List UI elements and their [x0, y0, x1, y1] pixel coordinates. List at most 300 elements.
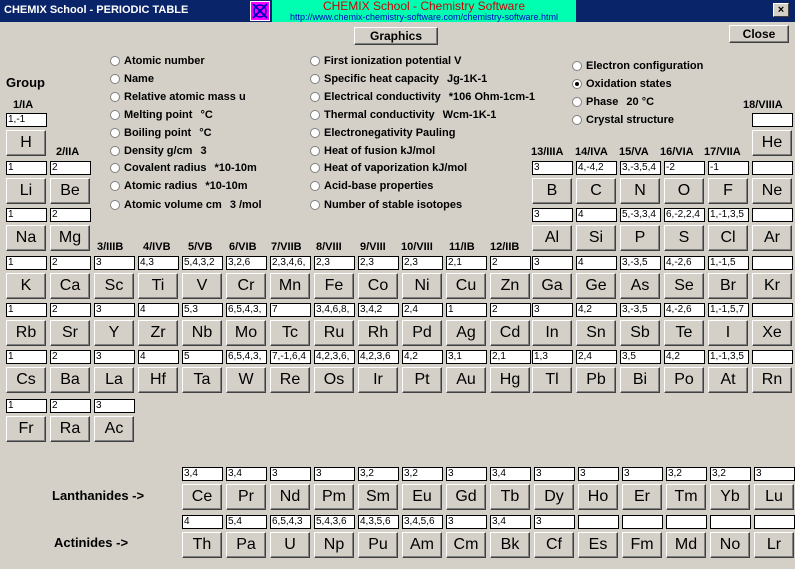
- element-value-n: 3,-3,5,4: [620, 161, 661, 175]
- chemix-logo-icon: [250, 1, 270, 21]
- element-button-fm[interactable]: Fm: [622, 532, 662, 558]
- option-unit: °C: [199, 127, 212, 139]
- radio-button[interactable]: [310, 181, 320, 191]
- element-value-cr: 3,2,6: [226, 256, 267, 270]
- element-button-fe[interactable]: Fe: [314, 273, 354, 299]
- element-button-la[interactable]: La: [94, 367, 134, 393]
- element-value-sn: 4,2: [576, 303, 617, 317]
- element-value-sb: 3,-3,5: [620, 303, 661, 317]
- element-value-ti: 4,3: [138, 256, 179, 270]
- option-label: Crystal structure: [586, 114, 675, 126]
- radio-button[interactable]: [310, 56, 320, 66]
- option-label: Number of stable isotopes: [324, 199, 463, 211]
- window-close-button[interactable]: ×: [773, 3, 789, 17]
- element-button-ac[interactable]: Ac: [94, 416, 134, 442]
- element-value-ta: 5: [182, 350, 223, 364]
- website-banner[interactable]: [272, 0, 576, 22]
- element-value-mo: 6,5,4,3,: [226, 303, 267, 317]
- element-button-lr[interactable]: Lr: [754, 532, 794, 558]
- option-melting-point[interactable]: [110, 109, 213, 121]
- radio-button[interactable]: [110, 146, 120, 156]
- element-button-ag[interactable]: Ag: [446, 320, 486, 346]
- element-value-p: 5,-3,3,4: [620, 208, 661, 222]
- element-button-rh[interactable]: Rh: [358, 320, 398, 346]
- lanthanide-value-tb: 3,4: [490, 467, 531, 481]
- element-value-co: 2,3: [358, 256, 399, 270]
- element-value-xe: [752, 303, 793, 317]
- option-label: Covalent radius: [124, 162, 207, 174]
- group-header-15-va: 15/VA: [619, 146, 649, 158]
- option-label: Atomic radius: [124, 180, 198, 192]
- banner-url[interactable]: http://www.chemix-chemistry-software.com/chemistry-software.html: [289, 12, 559, 22]
- element-button-pa[interactable]: Pa: [226, 532, 266, 558]
- option-heat-of-fusion-kj-mol[interactable]: [310, 145, 435, 157]
- radio-button[interactable]: [110, 128, 120, 138]
- element-value-at: 1,-1,3,5: [708, 350, 749, 364]
- option-label: Thermal conductivity: [324, 109, 435, 121]
- actinide-value-md: [666, 515, 707, 529]
- group-header-9-viii: 9/VIII: [360, 241, 386, 253]
- element-button-s[interactable]: S: [664, 225, 704, 251]
- element-button-pd[interactable]: Pd: [402, 320, 442, 346]
- element-button-sc[interactable]: Sc: [94, 273, 134, 299]
- option-density-g-cm[interactable]: [110, 145, 207, 157]
- element-button-hg[interactable]: Hg: [490, 367, 530, 393]
- element-button-er[interactable]: Er: [622, 484, 662, 510]
- lanthanide-value-ce: 3,4: [182, 467, 223, 481]
- element-button-n[interactable]: N: [620, 178, 660, 204]
- element-value-ni: 2,3: [402, 256, 443, 270]
- element-value-si: 4: [576, 208, 617, 222]
- element-button-zn[interactable]: Zn: [490, 273, 530, 299]
- group-header-1-ia: 1/IA: [13, 99, 34, 111]
- group-header-12-iib: 12/IIB: [490, 241, 520, 253]
- element-button-b[interactable]: B: [532, 178, 572, 204]
- radio-button[interactable]: [110, 163, 120, 173]
- element-button-ne[interactable]: Ne: [752, 178, 792, 204]
- element-value-cd: 2: [490, 303, 531, 317]
- group-header-10-viii: 10/VIII: [401, 241, 433, 253]
- element-button-sr[interactable]: Sr: [50, 320, 90, 346]
- element-button-ba[interactable]: Ba: [50, 367, 90, 393]
- radio-button[interactable]: [572, 115, 582, 125]
- actinide-value-lr: [754, 515, 795, 529]
- group-header-18-viiia: 18/VIIIA: [743, 99, 783, 111]
- lanthanide-value-er: 3: [622, 467, 663, 481]
- element-value-ca: 2: [50, 256, 91, 270]
- option-number-of-stable-isotopes[interactable]: [310, 199, 462, 211]
- option-label: Name: [124, 73, 154, 85]
- element-button-ru[interactable]: Ru: [314, 320, 354, 346]
- option-unit: 20 °C: [626, 96, 655, 108]
- element-button-be[interactable]: Be: [50, 178, 90, 204]
- element-value-c: 4,-4,2: [576, 161, 617, 175]
- element-button-cr[interactable]: Cr: [226, 273, 266, 299]
- element-value-ra: 2: [50, 399, 91, 413]
- element-button-os[interactable]: Os: [314, 367, 354, 393]
- element-value-v: 5,4,3,2: [182, 256, 223, 270]
- lanthanide-value-nd: 3: [270, 467, 311, 481]
- element-button-te[interactable]: Te: [664, 320, 704, 346]
- element-button-pm[interactable]: Pm: [314, 484, 354, 510]
- element-button-sn[interactable]: Sn: [576, 320, 616, 346]
- option-boiling-point[interactable]: [110, 127, 212, 139]
- option-label: Phase: [586, 96, 619, 108]
- element-value-au: 3,1: [446, 350, 487, 364]
- element-button-w[interactable]: W: [226, 367, 266, 393]
- option-unit: Jg-1K-1: [446, 73, 488, 85]
- element-value-bi: 3,5: [620, 350, 661, 364]
- element-button-tm[interactable]: Tm: [666, 484, 706, 510]
- element-button-no[interactable]: No: [710, 532, 750, 558]
- option-label: Density g/cm: [124, 145, 193, 157]
- radio-button[interactable]: [310, 146, 320, 156]
- element-value-ba: 2: [50, 350, 91, 364]
- element-button-h[interactable]: H: [6, 130, 46, 156]
- lanthanide-value-pm: 3: [314, 467, 355, 481]
- graphics-button[interactable]: Graphics: [354, 27, 438, 45]
- lanthanide-value-eu: 3,2: [402, 467, 443, 481]
- element-value-mg: 2: [50, 208, 91, 222]
- element-value-h: 1,-1: [6, 113, 47, 127]
- option-specific-heat-capacity[interactable]: [310, 73, 487, 85]
- radio-button[interactable]: [310, 92, 320, 102]
- radio-button[interactable]: [110, 200, 120, 210]
- option-label: Heat of fusion kJ/mol: [324, 145, 436, 157]
- element-value-os: 4,2,3,6,: [314, 350, 355, 364]
- element-button-li[interactable]: Li: [6, 178, 46, 204]
- element-button-pt[interactable]: Pt: [402, 367, 442, 393]
- option-first-ionization-potential-v[interactable]: [310, 55, 462, 67]
- element-button-ho[interactable]: Ho: [578, 484, 618, 510]
- element-button-he[interactable]: He: [752, 130, 792, 156]
- element-button-fr[interactable]: Fr: [6, 416, 46, 442]
- element-button-c[interactable]: C: [576, 178, 616, 204]
- actinides-label: Actinides ->: [54, 535, 129, 550]
- radio-button[interactable]: [572, 97, 582, 107]
- element-button-cd[interactable]: Cd: [490, 320, 530, 346]
- element-value-y: 3: [94, 303, 135, 317]
- element-value-rn: [752, 350, 793, 364]
- actinide-value-th: 4: [182, 515, 223, 529]
- element-button-v[interactable]: V: [182, 273, 222, 299]
- element-button-cs[interactable]: Cs: [6, 367, 46, 393]
- element-button-at[interactable]: At: [708, 367, 748, 393]
- element-button-ar[interactable]: Ar: [752, 225, 792, 251]
- option-oxidation-states[interactable]: [572, 78, 672, 90]
- element-button-tl[interactable]: Tl: [532, 367, 572, 393]
- element-value-i: 1,-1,5,7: [708, 303, 749, 317]
- option-label: First ionization potential V: [324, 55, 462, 67]
- element-button-ce[interactable]: Ce: [182, 484, 222, 510]
- element-value-cl: 1,-1,3,5: [708, 208, 749, 222]
- element-value-re: 7,-1,6,4: [270, 350, 311, 364]
- element-value-ir: 4,2,3,6: [358, 350, 399, 364]
- option-heat-of-vaporization-kj-mol[interactable]: [310, 162, 467, 174]
- element-button-ta[interactable]: Ta: [182, 367, 222, 393]
- element-value-ac: 3: [94, 399, 135, 413]
- close-button[interactable]: Close: [729, 25, 789, 43]
- element-value-ne: [752, 161, 793, 175]
- element-button-na[interactable]: Na: [6, 225, 46, 251]
- element-button-th[interactable]: Th: [182, 532, 222, 558]
- element-button-f[interactable]: F: [708, 178, 748, 204]
- element-button-sm[interactable]: Sm: [358, 484, 398, 510]
- lanthanide-value-lu: 3: [754, 467, 795, 481]
- element-button-np[interactable]: Np: [314, 532, 354, 558]
- element-value-f: -1: [708, 161, 749, 175]
- element-button-i[interactable]: I: [708, 320, 748, 346]
- lanthanide-value-yb: 3,2: [710, 467, 751, 481]
- radio-button[interactable]: [310, 110, 320, 120]
- option-label: Boiling point: [124, 127, 192, 139]
- element-value-zn: 2: [490, 256, 531, 270]
- element-value-be: 2: [50, 161, 91, 175]
- radio-button[interactable]: [110, 74, 120, 84]
- element-button-po[interactable]: Po: [664, 367, 704, 393]
- element-button-md[interactable]: Md: [666, 532, 706, 558]
- radio-button[interactable]: [310, 128, 320, 138]
- element-value-o: -2: [664, 161, 705, 175]
- element-value-na: 1: [6, 208, 47, 222]
- element-value-hg: 2,1: [490, 350, 531, 364]
- radio-button[interactable]: [310, 163, 320, 173]
- element-button-y[interactable]: Y: [94, 320, 134, 346]
- element-button-gd[interactable]: Gd: [446, 484, 486, 510]
- option-atomic-number[interactable]: [110, 55, 205, 67]
- element-value-sr: 2: [50, 303, 91, 317]
- element-value-s: 6,-2,2,4: [664, 208, 705, 222]
- element-button-bi[interactable]: Bi: [620, 367, 660, 393]
- element-button-se[interactable]: Se: [664, 273, 704, 299]
- lanthanide-value-sm: 3,2: [358, 467, 399, 481]
- option-unit: *10-10m: [205, 180, 248, 192]
- lanthanide-value-dy: 3: [534, 467, 575, 481]
- element-value-la: 3: [94, 350, 135, 364]
- element-button-tc[interactable]: Tc: [270, 320, 310, 346]
- element-value-nb: 5,3: [182, 303, 223, 317]
- element-value-ge: 4: [576, 256, 617, 270]
- radio-button[interactable]: [110, 181, 120, 191]
- option-electrical-conductivity[interactable]: [310, 91, 535, 103]
- group-label: Group: [6, 75, 45, 90]
- actinide-value-es: [578, 515, 619, 529]
- option-label: Relative atomic mass u: [124, 91, 246, 103]
- element-button-ni[interactable]: Ni: [402, 273, 442, 299]
- actinide-value-bk: 3,4: [490, 515, 531, 529]
- option-label: Acid-base properties: [324, 180, 434, 192]
- element-button-cm[interactable]: Cm: [446, 532, 486, 558]
- radio-button[interactable]: [110, 56, 120, 66]
- option-label: Heat of vaporization kJ/mol: [324, 162, 468, 174]
- option-label: Oxidation states: [586, 78, 672, 90]
- element-button-kr[interactable]: Kr: [752, 273, 792, 299]
- radio-button[interactable]: [110, 110, 120, 120]
- element-value-in: 3: [532, 303, 573, 317]
- radio-button[interactable]: [110, 92, 120, 102]
- element-value-pb: 2,4: [576, 350, 617, 364]
- group-header-13-iiia: 13/IIIA: [531, 146, 564, 158]
- option-label: Atomic number: [124, 55, 205, 67]
- element-value-rh: 3,4,2: [358, 303, 399, 317]
- lanthanide-value-tm: 3,2: [666, 467, 707, 481]
- lanthanide-value-ho: 3: [578, 467, 619, 481]
- element-button-es[interactable]: Es: [578, 532, 618, 558]
- group-header-16-via: 16/VIA: [660, 146, 694, 158]
- group-header-6-vib: 6/VIB: [229, 241, 257, 253]
- actinide-value-pu: 4,3,5,6: [358, 515, 399, 529]
- element-value-rb: 1: [6, 303, 47, 317]
- element-value-zr: 4: [138, 303, 179, 317]
- element-button-rb[interactable]: Rb: [6, 320, 46, 346]
- element-button-bk[interactable]: Bk: [490, 532, 530, 558]
- lanthanide-value-gd: 3: [446, 467, 487, 481]
- element-button-br[interactable]: Br: [708, 273, 748, 299]
- element-value-cs: 1: [6, 350, 47, 364]
- element-value-li: 1: [6, 161, 47, 175]
- option-unit: *106 Ohm-1cm-1: [448, 91, 535, 103]
- element-button-p[interactable]: P: [620, 225, 660, 251]
- option-unit: 3: [200, 145, 207, 157]
- element-button-re[interactable]: Re: [270, 367, 310, 393]
- option-unit: °C: [200, 109, 213, 121]
- element-button-mg[interactable]: Mg: [50, 225, 90, 251]
- element-button-nb[interactable]: Nb: [182, 320, 222, 346]
- element-button-cl[interactable]: Cl: [708, 225, 748, 251]
- element-button-eu[interactable]: Eu: [402, 484, 442, 510]
- element-button-am[interactable]: Am: [402, 532, 442, 558]
- option-covalent-radius[interactable]: [110, 162, 257, 174]
- option-label: Electronegativity Pauling: [324, 127, 456, 139]
- option-atomic-volume-cm[interactable]: [110, 199, 262, 211]
- element-button-dy[interactable]: Dy: [534, 484, 574, 510]
- option-label: Specific heat capacity: [324, 73, 439, 85]
- option-unit: Wcm-1K-1: [442, 109, 497, 121]
- actinide-value-cf: 3: [534, 515, 575, 529]
- actinide-value-am: 3,4,5,6: [402, 515, 443, 529]
- element-value-hf: 4: [138, 350, 179, 364]
- element-button-pr[interactable]: Pr: [226, 484, 266, 510]
- element-value-tc: 7: [270, 303, 311, 317]
- lanthanides-label: Lanthanides ->: [52, 488, 145, 503]
- element-button-ca[interactable]: Ca: [50, 273, 90, 299]
- element-button-ga[interactable]: Ga: [532, 273, 572, 299]
- radio-button[interactable]: [310, 200, 320, 210]
- option-atomic-radius[interactable]: [110, 180, 248, 192]
- lanthanide-value-pr: 3,4: [226, 467, 267, 481]
- element-value-al: 3: [532, 208, 573, 222]
- element-button-pu[interactable]: Pu: [358, 532, 398, 558]
- option-label: Electron configuration: [586, 60, 704, 72]
- actinide-value-np: 5,4,3,6: [314, 515, 355, 529]
- element-value-as: 3,-3,5: [620, 256, 661, 270]
- element-value-tl: 1,3: [532, 350, 573, 364]
- element-button-ge[interactable]: Ge: [576, 273, 616, 299]
- element-button-cu[interactable]: Cu: [446, 273, 486, 299]
- group-header-2-iia: 2/IIA: [56, 146, 80, 158]
- group-header-3-iiib: 3/IIIB: [97, 241, 124, 253]
- group-header-5-vb: 5/VB: [188, 241, 213, 253]
- group-header-11-ib: 11/IB: [449, 241, 475, 253]
- element-button-al[interactable]: Al: [532, 225, 572, 251]
- banner-title: CHEMIX School - Chemistry Software: [322, 0, 526, 13]
- element-button-cf[interactable]: Cf: [534, 532, 574, 558]
- element-button-ir[interactable]: Ir: [358, 367, 398, 393]
- actinide-value-no: [710, 515, 751, 529]
- element-button-ra[interactable]: Ra: [50, 416, 90, 442]
- element-button-rn[interactable]: Rn: [752, 367, 792, 393]
- element-button-as[interactable]: As: [620, 273, 660, 299]
- option-acid-base-properties[interactable]: [310, 180, 433, 192]
- actinide-value-cm: 3: [446, 515, 487, 529]
- option-name[interactable]: [110, 73, 154, 85]
- element-button-yb[interactable]: Yb: [710, 484, 750, 510]
- element-button-si[interactable]: Si: [576, 225, 616, 251]
- actinide-value-pa: 5,4: [226, 515, 267, 529]
- element-value-cu: 2,1: [446, 256, 487, 270]
- element-value-b: 3: [532, 161, 573, 175]
- option-label: Electrical conductivity: [324, 91, 441, 103]
- option-electronegativity-pauling[interactable]: [310, 127, 455, 139]
- option-thermal-conductivity[interactable]: [310, 109, 496, 121]
- element-button-ti[interactable]: Ti: [138, 273, 178, 299]
- element-value-k: 1: [6, 256, 47, 270]
- element-button-u[interactable]: U: [270, 532, 310, 558]
- option-electron-configuration[interactable]: [572, 60, 703, 72]
- option-label: Melting point: [124, 109, 193, 121]
- option-phase[interactable]: [572, 96, 654, 108]
- element-button-tb[interactable]: Tb: [490, 484, 530, 510]
- element-button-pb[interactable]: Pb: [576, 367, 616, 393]
- element-button-mn[interactable]: Mn: [270, 273, 310, 299]
- element-value-se: 4,-2,6: [664, 256, 705, 270]
- group-header-17-viia: 17/VIIA: [704, 146, 741, 158]
- element-value-ag: 1: [446, 303, 487, 317]
- group-header-8-viii: 8/VIII: [316, 241, 342, 253]
- element-button-sb[interactable]: Sb: [620, 320, 660, 346]
- element-value-sc: 3: [94, 256, 135, 270]
- element-value-po: 4,2: [664, 350, 705, 364]
- option-crystal-structure[interactable]: [572, 114, 674, 126]
- element-value-br: 1,-1,5: [708, 256, 749, 270]
- element-button-hf[interactable]: Hf: [138, 367, 178, 393]
- element-value-mn: 2,3,4,6,: [270, 256, 311, 270]
- element-value-w: 6,5,4,3,: [226, 350, 267, 364]
- element-button-o[interactable]: O: [664, 178, 704, 204]
- element-button-xe[interactable]: Xe: [752, 320, 792, 346]
- option-relative-atomic-mass-u[interactable]: [110, 91, 246, 103]
- element-button-nd[interactable]: Nd: [270, 484, 310, 510]
- radio-button[interactable]: [310, 74, 320, 84]
- element-button-zr[interactable]: Zr: [138, 320, 178, 346]
- option-unit: *10-10m: [214, 162, 257, 174]
- group-header-4-ivb: 4/IVB: [143, 241, 171, 253]
- element-value-fr: 1: [6, 399, 47, 413]
- element-button-mo[interactable]: Mo: [226, 320, 266, 346]
- radio-button[interactable]: [572, 61, 582, 71]
- element-button-co[interactable]: Co: [358, 273, 398, 299]
- radio-button[interactable]: [572, 79, 582, 89]
- element-button-lu[interactable]: Lu: [754, 484, 794, 510]
- actinide-value-u: 6,5,4,3: [270, 515, 311, 529]
- element-value-ga: 3: [532, 256, 573, 270]
- element-button-in[interactable]: In: [532, 320, 572, 346]
- element-button-au[interactable]: Au: [446, 367, 486, 393]
- actinide-value-fm: [622, 515, 663, 529]
- element-value-kr: [752, 256, 793, 270]
- element-value-te: 4,-2,6: [664, 303, 705, 317]
- element-button-k[interactable]: K: [6, 273, 46, 299]
